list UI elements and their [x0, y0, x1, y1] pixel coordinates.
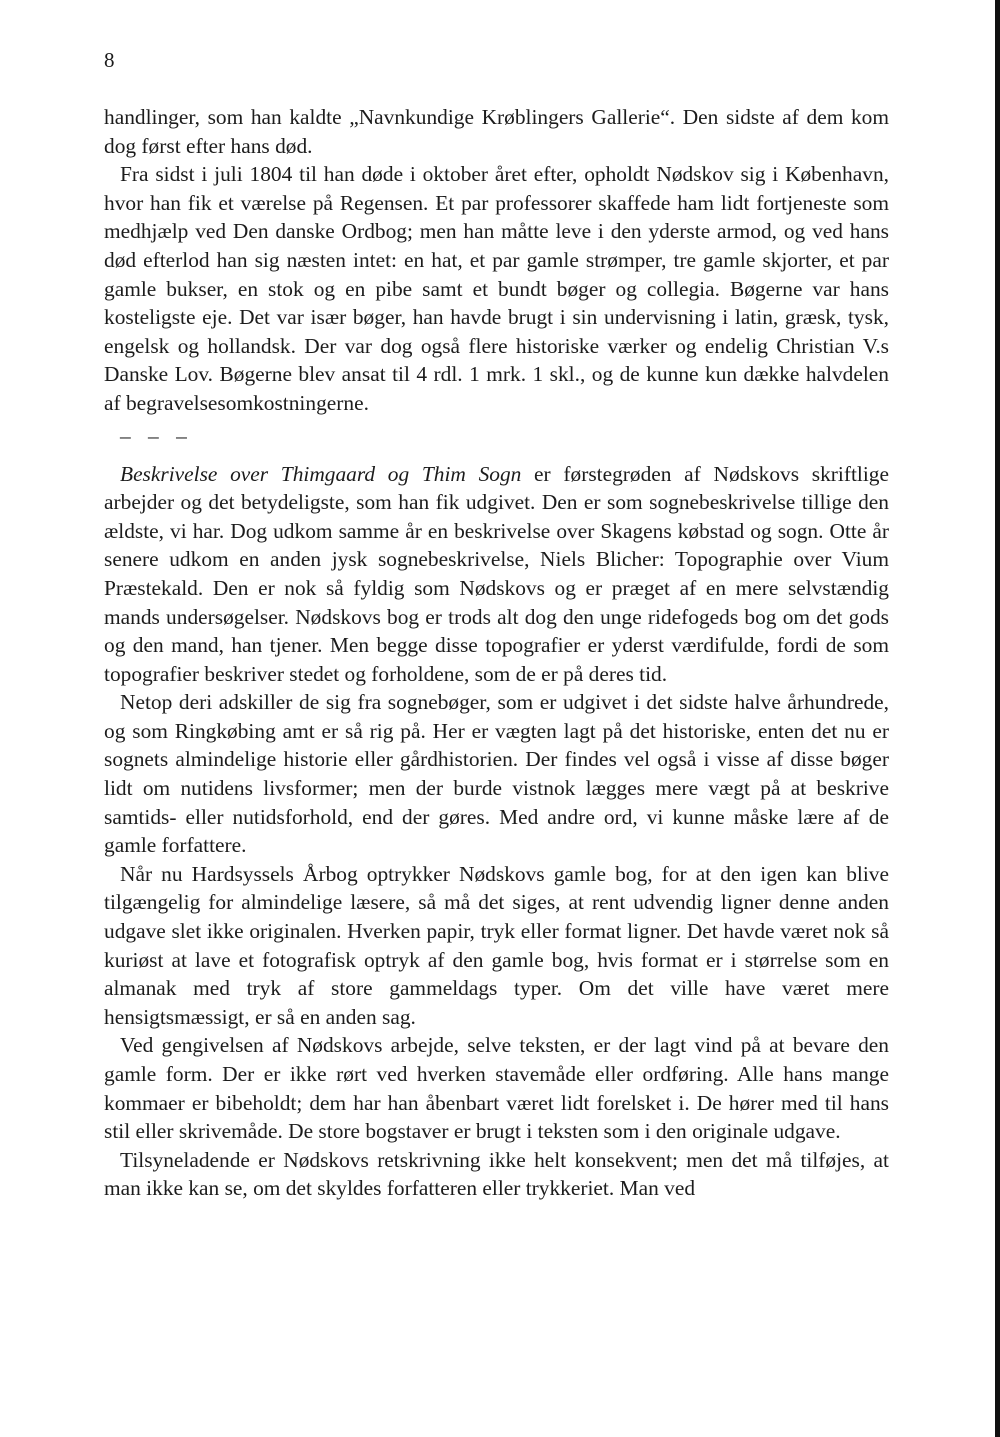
paragraph: Ved gengivelsen af Nødskovs arbejde, selve teksten, er der lagt vind på at bevare den gamle form. Der er ikke rørt ved hverken stavemåde eller ordføring. Alle hans mange kommaer er bibeholdt; dem har han åbenbart været lidt forelsket i. De hører med til hans stil eller skrivemåde. De store bogstaver er brugt i teksten som i den originale udgave. — [104, 1033, 889, 1144]
paragraph: Tilsyneladende er Nødskovs retskrivning ikke helt konsekvent; men det må tilføjes, at man ikke kan se, om det skyldes forfatteren eller trykkeriet. Man ved — [104, 1147, 889, 1201]
paragraph: Netop deri adskiller de sig fra sognebøger, som er udgivet i det sidste halve århundrede, og som Ringkøbing amt er så rig på. Her er vægten lagt på det historiske, enten det nu er sognets almindelige historie eller gårdhistorien. Der findes vel også i visse af disse bøger lidt om nutidens livsformer; men der burde vistnok lægges mere vægt på at beskrive samtids- eller nutidsforhold, end der gøres. Med andre ord, vi kunne måske lære af de gamle forfattere. — [104, 690, 889, 858]
paragraph-text: er førstegrøden af Nødskovs skriftlige arbejder og det betydeligste, som han fik udgivet. Den er som sognebeskrivelse tillige den ældste, vi har. Dog udkom samme år en beskrivelse over Skagens købstad og sogn. Otte år senere udkom en anden jysk sognebeskrivelse, Niels Blicher: Topographie over Vium Præstekald. Den er nok så fyldig som Nødskovs og er præget af en mere selvstændig mands undersøgelser. Nødskovs bog er trods alt dog den unge ridefogeds bog om det gods og den mand, han tjener. Men begge disse topografier er yderst værdifulde, fordi de som topografier beskriver stedet og forholdene, som de er på deres tid. — [104, 461, 889, 686]
paragraph: Når nu Hardsyssels Årbog optrykker Nødskovs gamle bog, for at den igen kan blive tilgængelig for almindelige læsere, så må det siges, at rent udvendig ligner denne anden udgave slet ikke originalen. Hverken papir, tryk eller format ligner. Det havde været nok så kuriøst at lave et fotografisk optryk af den gamle bog, hvis format er i størrelse som en almanak med tryk af store gammeldags typer. Om det ville have været mere hensigtsmæssigt, er så en anden sag. — [104, 861, 889, 1029]
book-title: Beskrivelse over Thimgaard og Thim Sogn — [120, 461, 522, 486]
page-number: 8 — [104, 48, 115, 72]
paragraph: handlinger, som han kaldte „Navnkundige Krøblingers Gallerie“. Den sidste af dem kom dog først efter hans død. — [104, 105, 889, 158]
section-separator: – – – — [120, 423, 193, 448]
scan-edge — [995, 0, 1000, 1437]
body-text — [104, 103, 889, 1203]
paragraph — [104, 460, 889, 689]
paragraph: Fra sidst i juli 1804 til han døde i oktober året efter, opholdt Nødskov sig i København, hvor han fik et værelse på Regensen. Et par professorer skaffede ham lidt fortjeneste som medhjælp ved Den danske Ordbog; men han måtte leve i den yderste armod, og ved hans død efterlod han sig næsten intet: en hat, et par gamle strømper, tre gamle skjorter, et par gamle bukser, en stok og en pibe samt et bundt bøger og collegia. Bøgerne var hans kosteligste eje. Det var især bøger, han havde brugt i sin undervisning i latin, græsk, tysk, engelsk og hollandsk. Der var dog også flere historiske værker og endelig Christian V.s Danske Lov. Bøgerne blev ansat til 4 rdl. 1 mrk. 1 skl., og de kunne kun dække halvdelen af begravelsesomkostningerne. — [104, 162, 889, 415]
